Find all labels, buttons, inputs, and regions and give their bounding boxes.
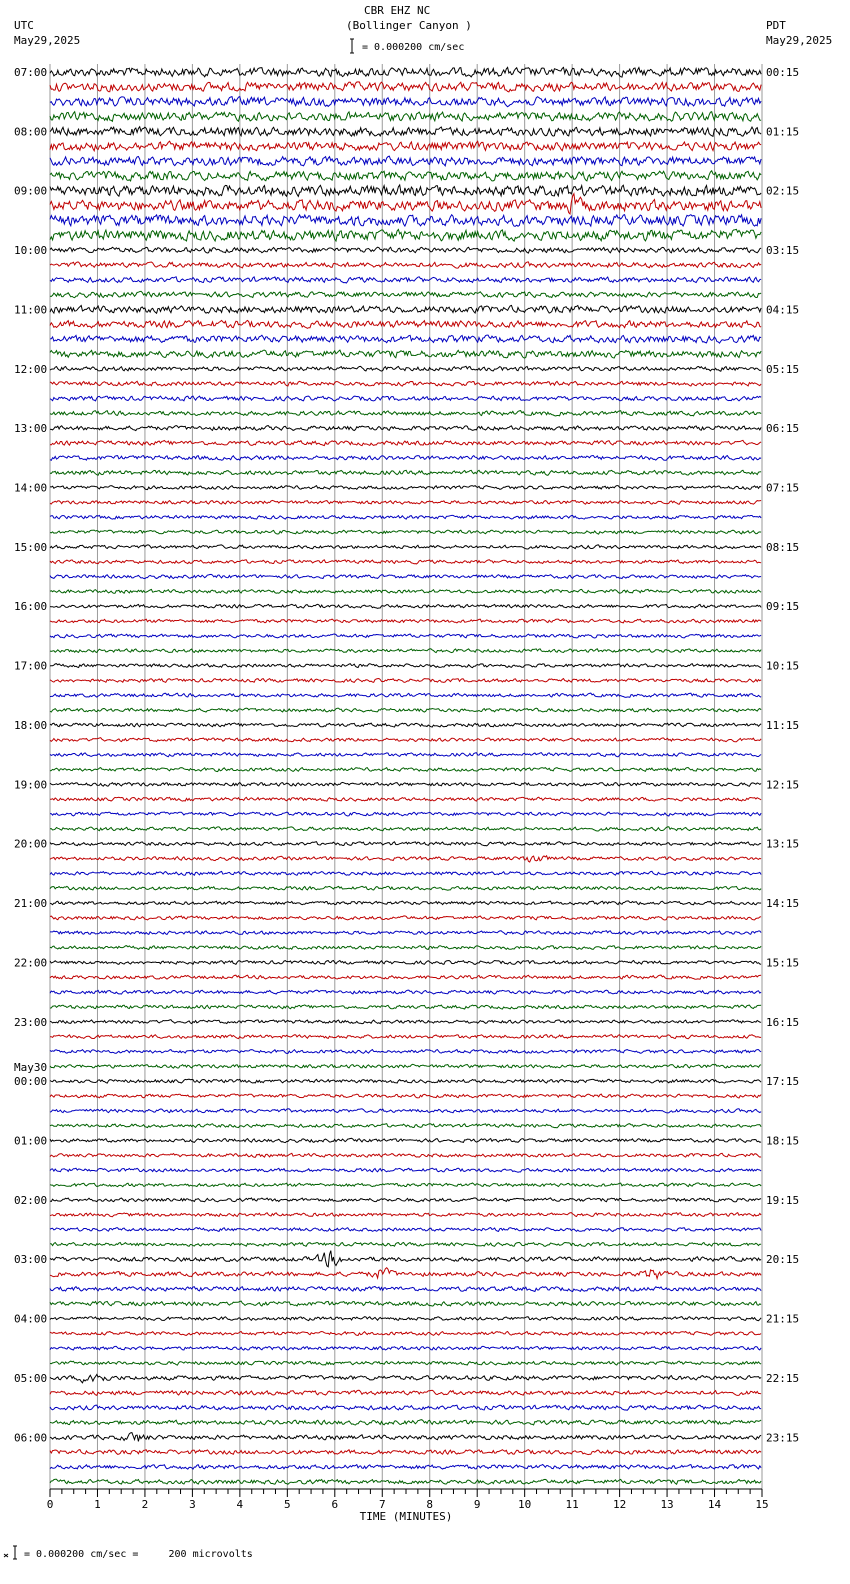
seismic-trace: [50, 946, 761, 950]
pdt-hour-label: 20:15: [766, 1253, 800, 1267]
seismic-trace: [50, 708, 761, 712]
x-tick-label: 3: [189, 1498, 196, 1511]
pdt-hour-label: 04:15: [766, 303, 800, 317]
seismic-trace: [50, 1035, 761, 1039]
seismic-trace: [50, 1346, 761, 1350]
seismic-trace: [50, 589, 761, 593]
seismic-trace: [50, 1109, 761, 1113]
seismic-trace: [50, 515, 761, 519]
utc-hour-label: 15:00: [14, 540, 48, 554]
utc-hour-label: 04:00: [14, 1312, 48, 1326]
seismic-trace: [50, 916, 761, 920]
seismic-trace: [50, 1286, 761, 1291]
seismic-trace: [50, 604, 761, 608]
seismic-trace: [50, 1375, 761, 1383]
seismic-trace: [50, 247, 761, 253]
seismic-trace: [50, 1405, 761, 1410]
seismic-trace: [50, 723, 761, 727]
utc-hour-label: 09:00: [14, 184, 48, 198]
utc-hour-label: 19:00: [14, 778, 48, 792]
seismic-trace: [50, 1433, 761, 1442]
pdt-hour-label: 09:15: [766, 600, 800, 614]
seismic-trace: [50, 194, 761, 214]
seismic-trace: [50, 1390, 761, 1395]
seismic-trace: [50, 1094, 761, 1098]
seismic-trace: [50, 1251, 761, 1267]
utc-hour-label: 13:00: [14, 422, 48, 436]
seismic-trace: [50, 335, 761, 343]
seismic-trace: [50, 486, 761, 490]
scale-label: = 0.000200 cm/sec: [362, 42, 465, 53]
pdt-hour-label: 01:15: [766, 125, 800, 139]
x-tick-label: 2: [141, 1498, 149, 1511]
seismic-trace: [50, 171, 761, 181]
seismic-trace: [50, 1242, 761, 1246]
right-timezone: PDT: [766, 19, 786, 32]
seismic-trace: [50, 156, 761, 166]
utc-hour-label: 14:00: [14, 481, 48, 495]
utc-hour-label: 22:00: [14, 956, 48, 970]
seismic-trace: [50, 753, 761, 757]
pdt-hour-label: 14:15: [766, 897, 800, 911]
seismic-trace: [50, 1153, 761, 1157]
pdt-hour-label: 08:15: [766, 540, 800, 554]
seismic-trace: [50, 82, 761, 92]
x-tick-label: 5: [284, 1498, 291, 1511]
seismic-trace: [50, 1198, 761, 1202]
scale-bar-icon: [350, 39, 354, 53]
seismic-trace: [50, 871, 761, 875]
pdt-hour-label: 07:15: [766, 481, 800, 495]
utc-hour-label: 00:00: [14, 1075, 48, 1089]
seismic-trace: [50, 560, 761, 564]
seismic-trace: [50, 530, 761, 534]
pdt-hour-label: 19:15: [766, 1193, 800, 1207]
pdt-hour-label: 16:15: [766, 1015, 800, 1029]
seismic-trace: [50, 738, 761, 742]
seismic-trace: [50, 1228, 761, 1232]
seismic-trace: [50, 574, 761, 578]
utc-hour-label: 21:00: [14, 897, 48, 911]
seismic-trace: [50, 381, 761, 386]
seismic-trace: [50, 1479, 761, 1484]
seismic-trace: [50, 262, 761, 268]
pdt-hour-label: 10:15: [766, 659, 800, 673]
seismic-trace: [50, 649, 761, 653]
seismic-trace: [50, 1450, 761, 1455]
utc-hour-label: 06:00: [14, 1431, 48, 1445]
pdt-hour-label: 18:15: [766, 1134, 800, 1148]
seismic-trace: [50, 112, 761, 122]
seismic-trace: [50, 1005, 761, 1009]
seismic-trace: [50, 975, 761, 979]
x-tick-label: 7: [378, 1498, 386, 1511]
x-tick-label: 14: [707, 1498, 722, 1511]
seismic-trace: [50, 842, 761, 846]
seismic-trace: [50, 127, 761, 137]
seismic-trace: [50, 693, 761, 697]
utc-hour-label: 18:00: [14, 718, 48, 732]
seismic-trace: [50, 1138, 761, 1142]
left-timezone: UTC: [14, 19, 34, 32]
seismic-trace: [50, 320, 761, 328]
utc-hour-label: 16:00: [14, 600, 48, 614]
pdt-hour-label: 22:15: [766, 1371, 800, 1385]
x-tick-label: 0: [46, 1498, 54, 1511]
seismic-trace: [50, 1268, 761, 1279]
pdt-hour-label: 06:15: [766, 422, 800, 436]
pdt-hour-label: 23:15: [766, 1431, 800, 1445]
pdt-hour-label: 03:15: [766, 244, 800, 258]
utc-hour-label: 07:00: [14, 66, 48, 79]
seismic-trace: [50, 411, 761, 416]
x-tick-label: 11: [565, 1498, 579, 1511]
x-tick-label: 6: [331, 1498, 339, 1511]
seismic-trace: [50, 141, 761, 151]
utc-hour-label: 02:00: [14, 1193, 48, 1207]
seismic-trace: [50, 396, 761, 401]
seismic-trace: [50, 350, 761, 358]
seismic-trace: [50, 440, 761, 445]
footer-scale-bar-icon: [4, 1546, 17, 1559]
seismic-trace: [50, 1332, 761, 1336]
station-location: (Bollinger Canyon ): [346, 19, 472, 32]
seismic-trace: [50, 1420, 761, 1425]
seismic-trace: [50, 456, 761, 461]
pdt-hour-label: 17:15: [766, 1075, 800, 1089]
seismic-trace: [50, 1301, 761, 1306]
seismic-trace: [50, 1213, 761, 1217]
seismic-trace: [50, 1124, 761, 1128]
seismic-trace: [50, 797, 761, 801]
pdt-time-labels: [766, 66, 799, 1444]
utc-hour-label: 20:00: [14, 837, 48, 851]
seismic-trace: [50, 1050, 761, 1054]
x-tick-label: 1: [94, 1498, 101, 1511]
x-tick-label: 15: [755, 1498, 769, 1511]
seismic-trace: [50, 1079, 761, 1083]
utc-hour-label: 12:00: [14, 362, 48, 376]
seismic-trace: [50, 426, 761, 431]
seismic-trace: [50, 768, 761, 772]
seismic-trace: [50, 545, 761, 549]
seismic-trace: [50, 1317, 761, 1321]
seismic-trace: [50, 782, 761, 786]
seismic-trace: [50, 1168, 761, 1172]
x-tick-label: 12: [612, 1498, 627, 1511]
pdt-hour-label: 00:15: [766, 66, 800, 79]
seismic-trace: [50, 634, 761, 638]
utc-time-labels: [14, 66, 47, 1444]
seismic-trace: [50, 931, 761, 935]
x-tick-label: 9: [473, 1498, 481, 1511]
seismic-trace: [50, 277, 761, 283]
seismic-trace: [50, 664, 761, 668]
right-date: May29,2025: [766, 34, 833, 47]
footer-scale-label: = 0.000200 cm/sec = 200 microvolts: [24, 1549, 253, 1560]
x-tick-label: 4: [236, 1498, 244, 1511]
seismic-trace: [50, 500, 761, 504]
seismic-trace: [50, 1064, 761, 1068]
seismic-trace: [50, 1361, 761, 1365]
x-tick-label: 8: [426, 1498, 434, 1511]
seismic-trace: [50, 619, 761, 623]
seismic-trace: [50, 679, 761, 683]
utc-hour-label: 01:00: [14, 1134, 48, 1148]
pdt-hour-label: 21:15: [766, 1312, 800, 1326]
seismic-trace: [50, 185, 761, 197]
utc-hour-label: 17:00: [14, 659, 48, 673]
utc-hour-label: 03:00: [14, 1253, 48, 1267]
utc-hour-label: 10:00: [14, 244, 48, 258]
seismic-trace: [50, 856, 761, 862]
seismic-trace: [50, 961, 761, 965]
seismic-trace: [50, 827, 761, 831]
seismic-trace: [50, 67, 761, 77]
x-axis: [47, 1489, 769, 1523]
pdt-hour-label: 15:15: [766, 956, 800, 970]
seismic-trace: [50, 990, 761, 994]
seismic-trace: [50, 291, 761, 297]
seismic-trace: [50, 229, 761, 241]
utc-hour-label: 23:00: [14, 1015, 48, 1029]
seismic-trace: [50, 305, 761, 313]
seismic-trace: [50, 901, 761, 905]
date-change-label: May30: [14, 1061, 48, 1075]
seismic-trace: [50, 886, 761, 890]
pdt-hour-label: 11:15: [766, 718, 800, 732]
station-title: CBR EHZ NC: [364, 4, 431, 17]
pdt-hour-label: 05:15: [766, 362, 800, 376]
x-tick-label: 10: [518, 1498, 532, 1511]
seismic-trace: [50, 366, 761, 371]
utc-hour-label: 11:00: [14, 303, 48, 317]
utc-hour-label: 05:00: [14, 1371, 48, 1385]
utc-hour-label: 08:00: [14, 125, 48, 139]
trace-group: [50, 67, 761, 1484]
pdt-hour-label: 12:15: [766, 778, 800, 792]
seismic-trace: [50, 812, 761, 816]
seismic-trace: [50, 470, 761, 475]
seismic-trace: [50, 1183, 761, 1187]
seismic-trace: [50, 1465, 761, 1470]
seismic-trace: [50, 1020, 761, 1024]
left-date: May29,2025: [14, 34, 81, 47]
seismic-trace: [50, 215, 761, 227]
x-tick-label: 13: [660, 1498, 674, 1511]
seismic-trace: [50, 97, 761, 107]
pdt-hour-label: 02:15: [766, 184, 800, 198]
x-axis-label: TIME (MINUTES): [359, 1510, 453, 1523]
pdt-hour-label: 13:15: [766, 837, 800, 851]
